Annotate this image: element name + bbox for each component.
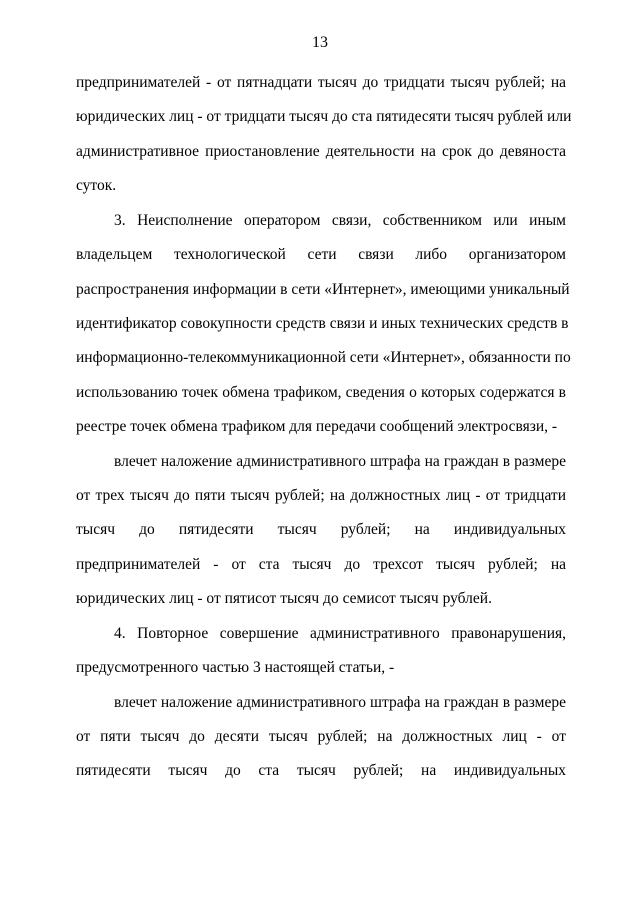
text-line: распространения информации в сети «Интернет», имеющими уникальный	[76, 281, 570, 298]
text-line: тысяч до пятидесяти тысяч рублей; на индивидуальных	[76, 521, 566, 538]
paragraph-start: влечет наложение административного штрафа на граждан в размере	[114, 694, 566, 711]
paragraph-start: влечет наложение административного штрафа на граждан в размере	[114, 453, 566, 470]
paragraph-start: 3. Неисполнение оператором связи, собственником или иным	[114, 212, 566, 229]
text-line: идентификатор совокупности средств связи и иных технических средств в	[76, 315, 569, 332]
text-line: предусмотренного частью 3 настоящей статьи, -	[76, 659, 395, 676]
page-number: 13	[312, 34, 328, 51]
text-line: от трех тысяч до пяти тысяч рублей; на должностных лиц - от тридцати	[76, 487, 566, 504]
text-line: от пяти тысяч до десяти тысяч рублей; на должностных лиц - от	[76, 728, 566, 745]
text-line: пятидесяти тысяч до ста тысяч рублей; на индивидуальных	[76, 762, 566, 779]
text-line: юридических лиц - от пятисот тысяч до семисот тысяч рублей.	[76, 590, 492, 607]
text-line: информационно-телекоммуникационной сети «Интернет», обязанности по	[76, 349, 571, 366]
text-line: реестре точек обмена трафиком для передачи сообщений электросвязи, -	[76, 418, 558, 435]
text-line: использованию точек обмена трафиком, сведения о которых содержатся в	[76, 384, 566, 401]
text-line: юридических лиц - от тридцати тысяч до ста пятидесяти тысяч рублей или	[76, 108, 572, 125]
text-line: предпринимателей - от ста тысяч до трехсот тысяч рублей; на	[76, 556, 566, 573]
text-line: административное приостановление деятельности на срок до девяноста	[76, 143, 566, 160]
text-line: суток.	[76, 177, 117, 194]
paragraph-start: 4. Повторное совершение административного правонарушения,	[114, 625, 566, 642]
text-line: владельцем технологической сети связи либо организатором	[76, 246, 566, 263]
text-line: предпринимателей - от пятнадцати тысяч до тридцати тысяч рублей; на	[76, 74, 566, 91]
